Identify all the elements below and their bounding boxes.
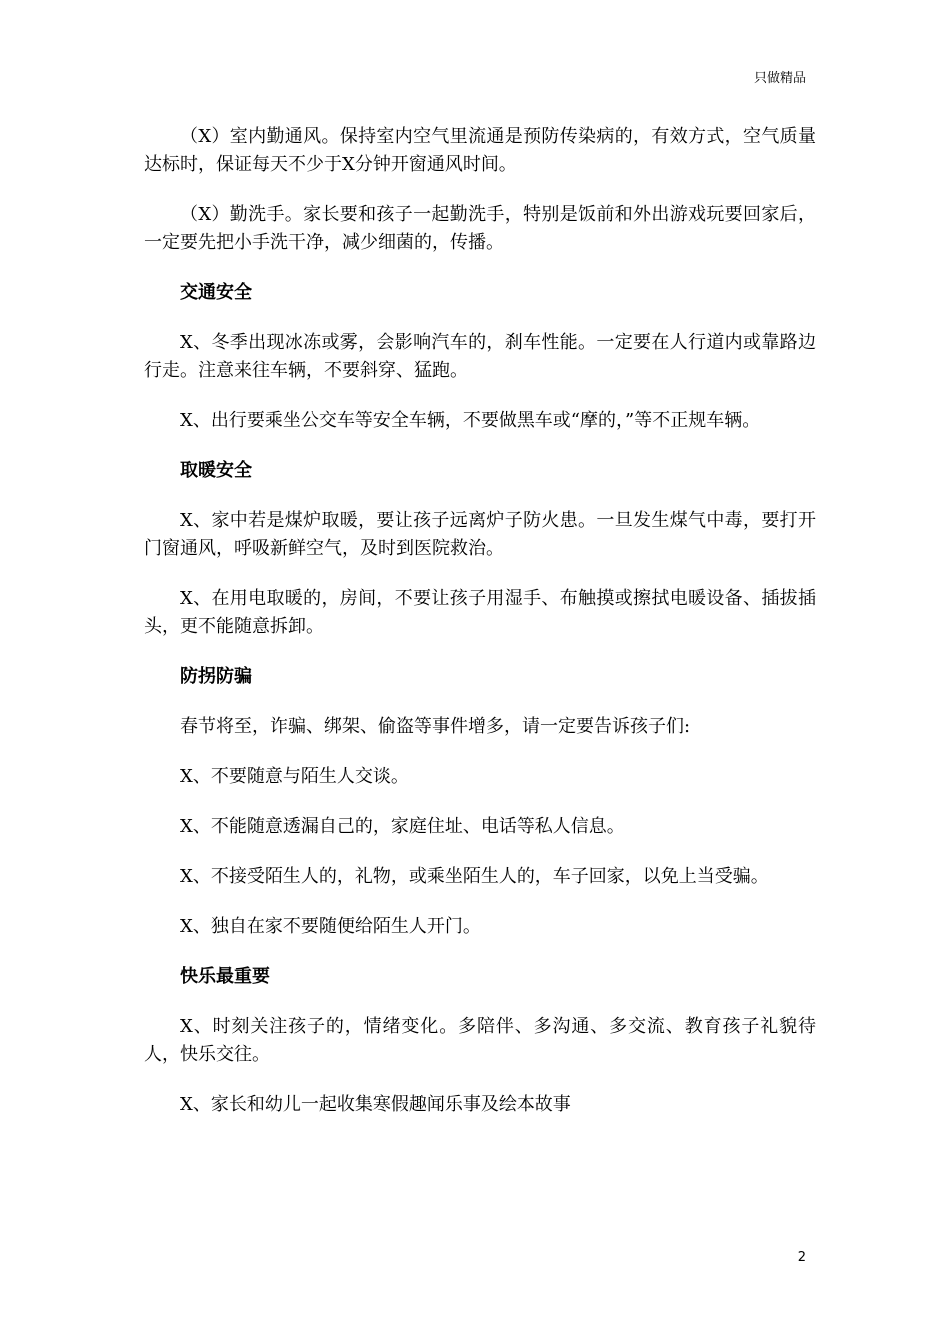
paragraph-public-transport: X、出行要乘坐公交车等安全车辆，不要做黑车或“摩的，”等不正规车辆。	[180, 410, 761, 431]
paragraph-emotions: X、时刻关注孩子的，情绪变化。多陪伴、多沟通、多交流、教育孩子礼貌待人，快乐交往。	[144, 1016, 816, 1065]
paragraph-winter-road: X、冬季出现冰冻或雾，会影响汽车的，刹车性能。一定要在人行道内或靠路边行走。注意来往车辆，不要斜穿、猛跑。	[144, 332, 816, 381]
document-body	[144, 123, 816, 1119]
paragraph-coal-stove: X、家中若是煤炉取暖，要让孩子远离炉子防火患。一旦发生煤气中毒，要打开门窗通风，呼吸新鲜空气，及时到医院救治。	[144, 510, 816, 559]
heading-heating-safety: 取暖安全	[180, 460, 252, 481]
paragraph-stories: X、家长和幼儿一起收集寒假趣闻乐事及绘本故事	[180, 1094, 571, 1115]
paragraph-home-alone: X、独自在家不要随便给陌生人开门。	[180, 916, 481, 937]
heading-anti-abduction: 防拐防骗	[180, 666, 252, 687]
paragraph-ventilation: （X）室内勤通风。保持室内空气里流通是预防传染病的，有效方式，空气质量达标时，保证每天不少于X分钟开窗通风时间。	[144, 126, 816, 175]
paragraph-private-info: X、不能随意透漏自己的，家庭住址、电话等私人信息。	[180, 816, 625, 837]
paragraph-spring-festival: 春节将至，诈骗、绑架、偷盗等事件增多，请一定要告诉孩子们:	[180, 716, 691, 737]
paragraph-electric-heating: X、在用电取暖的，房间，不要让孩子用湿手、布触摸或擦拭电暖设备、插拔插头，更不能随意拆卸。	[144, 588, 816, 637]
heading-traffic-safety: 交通安全	[180, 282, 252, 303]
heading-happiness: 快乐最重要	[180, 966, 270, 987]
header-mark: 只做精品	[753, 71, 806, 86]
paragraph-no-gifts: X、不接受陌生人的，礼物，或乘坐陌生人的，车子回家，以免上当受骗。	[180, 866, 769, 887]
paragraph-handwashing: （X）勤洗手。家长要和孩子一起勤洗手，特别是饭前和外出游戏玩要回家后，一定要先把小手洗干净，减少细菌的，传播。	[144, 204, 816, 253]
paragraph-no-strangers-talk: X、不要随意与陌生人交谈。	[180, 766, 409, 787]
page-number: 2	[797, 1250, 806, 1265]
